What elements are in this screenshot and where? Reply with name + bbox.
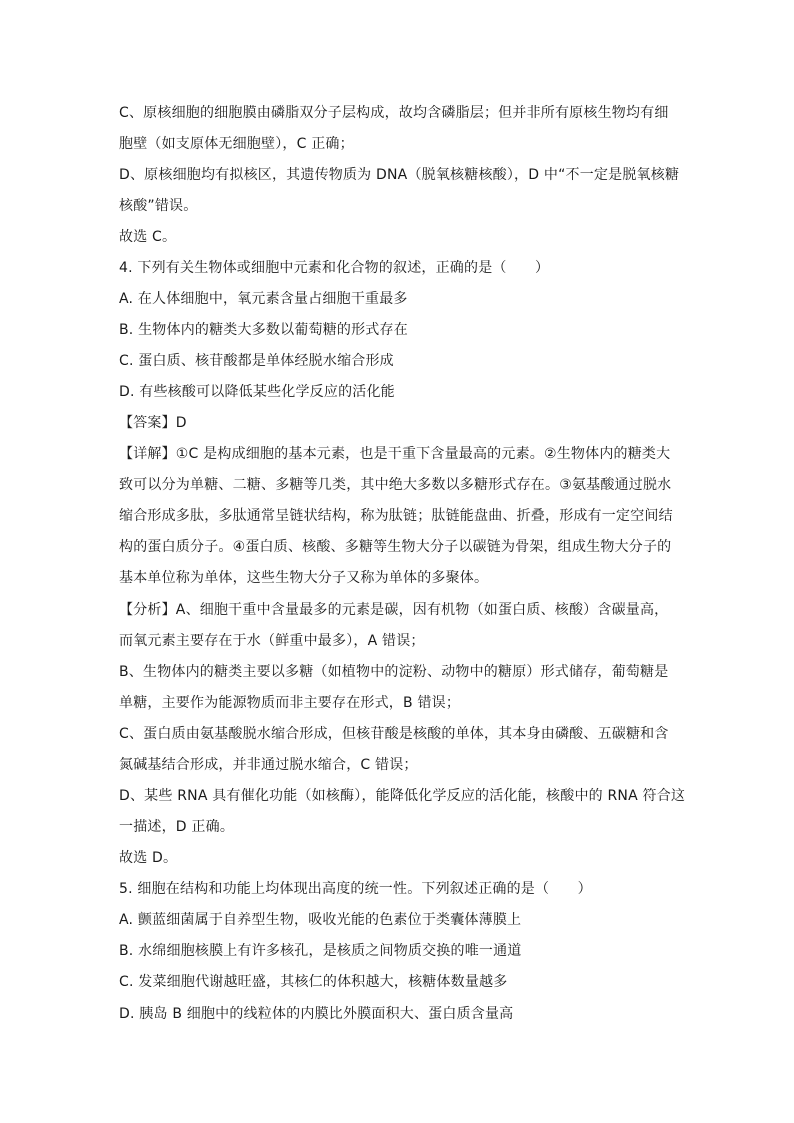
analysis-text: D、某些 RNA 具有催化功能（如核酶），能降低化学反应的活化能，核酸中的 RNA 符合这 xyxy=(119,788,686,804)
question-4-stem: 4. 下列有关生物体或细胞中元素和化合物的叙述，正确的是（ ） xyxy=(119,260,550,276)
text-line: 核酸”错误。 xyxy=(119,198,198,214)
analysis-text: 而氧元素主要存在于水（鲜重中最多），A 错误； xyxy=(119,633,425,649)
detail-text: 缩合形成多肽，多肽通常呈链状结构，称为肽链；肽链能盘曲、折叠，形成有一定空间结 xyxy=(119,508,673,524)
option-b: B. 水绵细胞核膜上有许多核孔，是核质之间物质交换的唯一通道 xyxy=(119,943,522,959)
answer-label: 【答案】D xyxy=(119,415,187,431)
analysis-text: 一描述，D 正确。 xyxy=(119,819,235,835)
detail-text: 致可以分为单糖、二糖、多糖等几类，其中绝大多数以多糖形式存在。③氨基酸通过脱水 xyxy=(119,477,672,493)
analysis-text: C、蛋白质由氨基酸脱水缩合形成，但核苷酸是核酸的单体，其本身由磷酸、五碳糖和含 xyxy=(119,726,669,742)
detail-text: 构的蛋白质分子。④蛋白质、核酸、多糖等生物大分子以碳链为骨架，组成生物大分子的 xyxy=(119,539,672,555)
text-line: 故选 C。 xyxy=(119,229,177,245)
text-line: C、原核细胞的细胞膜由磷脂双分子层构成，故均含磷脂层；但并非所有原核生物均有细 xyxy=(119,105,669,121)
option-b: B. 生物体内的糖类大多数以葡萄糖的形式存在 xyxy=(119,322,408,338)
analysis-text: B、生物体内的糖类主要以多糖（如植物中的淀粉、动物中的糖原）形式储存，葡萄糖是 xyxy=(119,664,669,680)
option-a: A. 在人体细胞中，氧元素含量占细胞干重最多 xyxy=(119,291,408,307)
analysis-text: 单糖，主要作为能源物质而非主要存在形式，B 错误； xyxy=(119,695,461,711)
option-a: A. 颤蓝细菌属于自养型生物，吸收光能的色素位于类囊体薄膜上 xyxy=(119,912,522,928)
option-d: D. 有些核酸可以降低某些化学反应的活化能 xyxy=(119,384,395,400)
detail-text: 基本单位称为单体，这些生物大分子又称为单体的多聚体。 xyxy=(119,570,489,586)
conclusion-text: 故选 D。 xyxy=(119,850,178,866)
question-5-stem: 5. 细胞在结构和功能上均体现出高度的统一性。下列叙述正确的是（ ） xyxy=(119,881,592,897)
analysis-text: 氮碱基结合形成，并非通过脱水缩合，C 错误； xyxy=(119,757,418,773)
option-c: C. 蛋白质、核苷酸都是单体经脱水缩合形成 xyxy=(119,353,394,369)
detail-text: 【详解】①C 是构成细胞的基本元素，也是干重下含量最高的元素。②生物体内的糖类大 xyxy=(119,446,671,462)
option-d: D. 胰岛 B 细胞中的线粒体的内膜比外膜面积大、蛋白质含量高 xyxy=(119,1006,514,1022)
analysis-text: 【分析】A、细胞干重中含量最多的元素是碳，因有机物（如蛋白质、核酸）含碳量高， xyxy=(119,602,669,618)
text-line: D、原核细胞均有拟核区，其遗传物质为 DNA（脱氧核糖核酸），D 中“不一定是脱氧核糖 xyxy=(119,167,680,183)
text-line: 胞壁（如支原体无细胞壁），C 正确； xyxy=(119,136,354,152)
option-c: C. 发菜细胞代谢越旺盛，其核仁的体积越大，核糖体数量越多 xyxy=(119,974,508,990)
